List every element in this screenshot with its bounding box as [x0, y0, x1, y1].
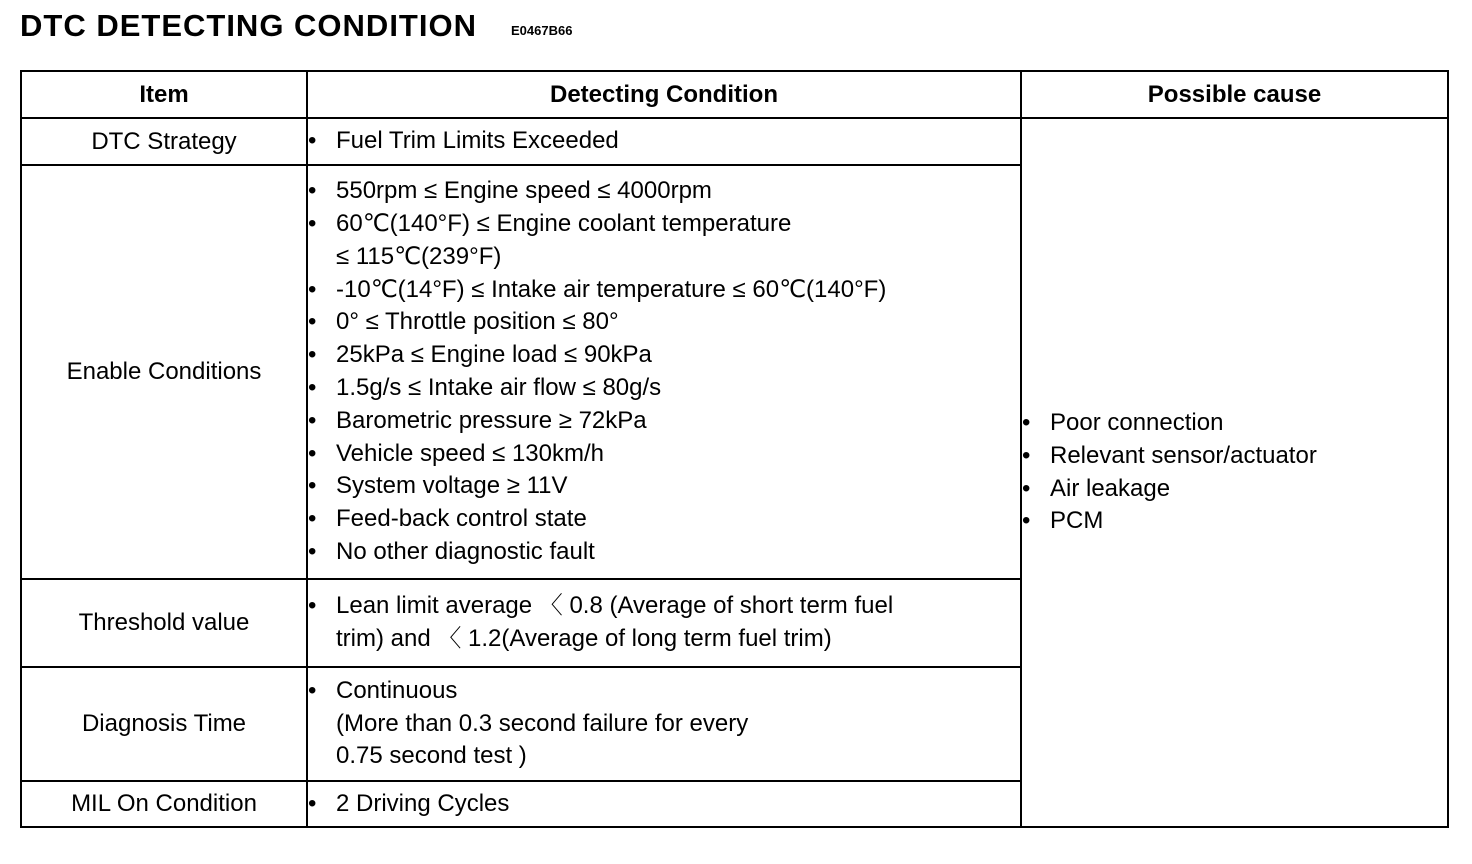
condition-item: • 25kPa ≤ Engine load ≤ 90kPa	[308, 339, 1020, 372]
table-row-dtc-strategy	[21, 118, 1448, 165]
condition-item-continuation: 0.75 second test )	[336, 742, 527, 770]
item-cell: Enable Conditions	[21, 165, 307, 579]
condition-item: • 1.5g/s ≤ Intake air flow ≤ 80g/s	[308, 372, 1020, 405]
condition-item: • -10℃(14°F) ≤ Intake air temperature ≤ 60℃(140°F)	[308, 274, 1020, 307]
condition-item: • 60℃(140°F) ≤ Engine coolant temperature	[308, 208, 1020, 241]
condition-item-continuation: (More than 0.3 second failure for every	[336, 709, 749, 737]
condition-item: • Barometric pressure ≥ 72kPa	[308, 405, 1020, 438]
cause-item: • Poor connection	[1022, 407, 1447, 440]
condition-item: • Vehicle speed ≤ 130km/h	[308, 438, 1020, 471]
condition-item: • Continuous	[308, 675, 1020, 708]
condition-item: • 0° ≤ Throttle position ≤ 80°	[308, 306, 1020, 339]
title-row	[20, 4, 572, 48]
column-header-possible-cause: Possible cause	[1021, 71, 1448, 118]
dtc-condition-table	[20, 70, 1449, 828]
column-header-item: Item	[21, 71, 307, 118]
condition-list	[308, 590, 1020, 656]
condition-item: • 550rpm ≤ Engine speed ≤ 4000rpm	[308, 175, 1020, 208]
document-code: E0467B66	[511, 22, 573, 38]
condition-item: • Lean limit average 〈 0.8 (Average of short term fuel	[308, 590, 1020, 623]
condition-cell	[307, 667, 1021, 781]
item-cell: Diagnosis Time	[21, 667, 307, 781]
condition-cell	[307, 781, 1021, 827]
condition-item: • No other diagnostic fault	[308, 536, 1020, 569]
possible-cause-cell	[1021, 118, 1448, 827]
condition-list	[308, 675, 1020, 773]
condition-cell	[307, 118, 1021, 165]
cause-item: • PCM	[1022, 505, 1447, 538]
item-cell: DTC Strategy	[21, 118, 307, 165]
condition-item: • Feed-back control state	[308, 503, 1020, 536]
column-header-detecting-condition: Detecting Condition	[307, 71, 1021, 118]
condition-cell	[307, 165, 1021, 579]
condition-item-continuation: trim) and 〈 1.2(Average of long term fuel trim)	[336, 625, 832, 652]
condition-cell	[307, 579, 1021, 667]
item-cell: MIL On Condition	[21, 781, 307, 827]
condition-list	[308, 125, 1020, 158]
condition-item: • Fuel Trim Limits Exceeded	[308, 125, 1020, 158]
condition-item: • System voltage ≥ 11V	[308, 470, 1020, 503]
condition-list	[308, 175, 1020, 569]
condition-list	[308, 788, 1020, 821]
possible-cause-list	[1022, 407, 1447, 538]
condition-item: • 2 Driving Cycles	[308, 788, 1020, 821]
table-header-row	[21, 71, 1448, 118]
condition-item-continuation: ≤ 115℃(239°F)	[336, 242, 502, 270]
cause-item: • Relevant sensor/actuator	[1022, 440, 1447, 473]
item-cell: Threshold value	[21, 579, 307, 667]
page-title: DTC DETECTING CONDITION	[20, 8, 477, 43]
cause-item: • Air leakage	[1022, 473, 1447, 506]
